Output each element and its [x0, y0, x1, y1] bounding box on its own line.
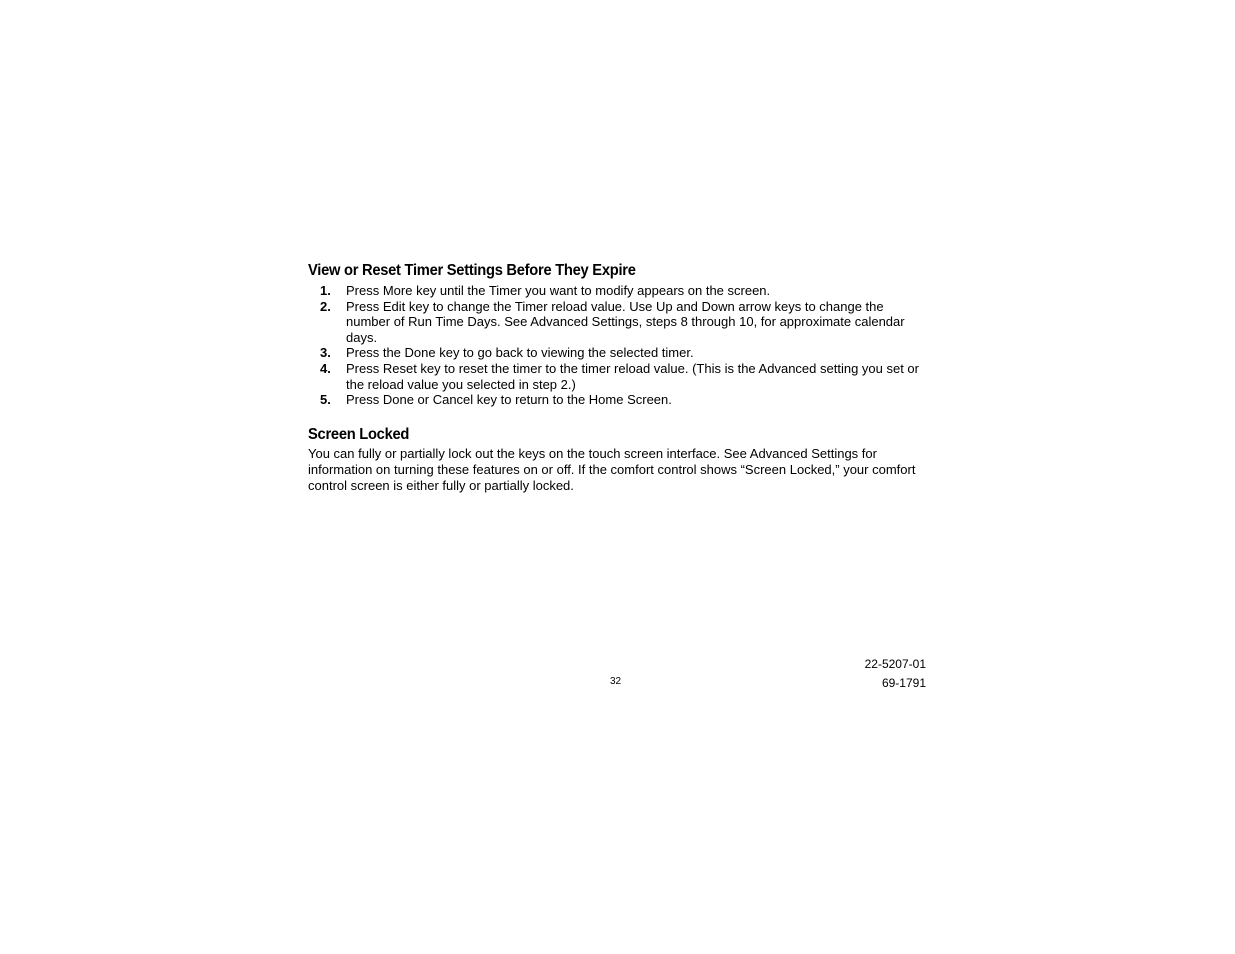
- document-codes: [865, 655, 926, 693]
- section-spacer: [308, 408, 928, 425]
- list-item: [308, 345, 928, 361]
- doc-code-secondary: 69-1791: [881, 676, 926, 690]
- screen-locked-heading: Screen Locked: [308, 425, 410, 443]
- timer-steps-list: [308, 283, 928, 408]
- step-number: 2.: [320, 298, 331, 314]
- list-item: [308, 392, 928, 408]
- step-text: Press Reset key to reset the timer to the timer reload value. (This is the Advanced setting you set or the reload value you selected in step 2.): [346, 360, 919, 392]
- step-number: 4.: [320, 360, 331, 376]
- timer-section-heading: View or Reset Timer Settings Before They Expire: [308, 262, 636, 279]
- step-text: Press Edit key to change the Timer reload value. Use Up and Down arrow keys to change the number of Run Time Days. See Advanced Settings, steps 8 through 10, for approximate calendar days.: [346, 298, 905, 345]
- list-item: [308, 283, 928, 299]
- step-number: 1.: [320, 283, 331, 298]
- step-text: Press More key until the Timer you want to modify appears on the screen.: [346, 283, 771, 298]
- step-text: Press Done or Cancel key to return to the Home Screen.: [346, 392, 672, 408]
- list-item: [308, 361, 928, 392]
- screen-locked-body: You can fully or partially lock out the keys on the touch screen interface. See Advanced Settings for information on turning these features on or off. If the comfort control shows “Screen Locked,” your comfort control screen is either fully or partially locked.: [308, 445, 916, 493]
- page-number: 32: [610, 676, 622, 687]
- step-number: 5.: [320, 392, 331, 408]
- doc-code-primary: 22-5207-01: [864, 657, 926, 671]
- step-number: 3.: [320, 345, 331, 361]
- step-text: Press the Done key to go back to viewing the selected timer.: [346, 345, 694, 361]
- list-item: [308, 299, 928, 346]
- page-content: [308, 261, 928, 494]
